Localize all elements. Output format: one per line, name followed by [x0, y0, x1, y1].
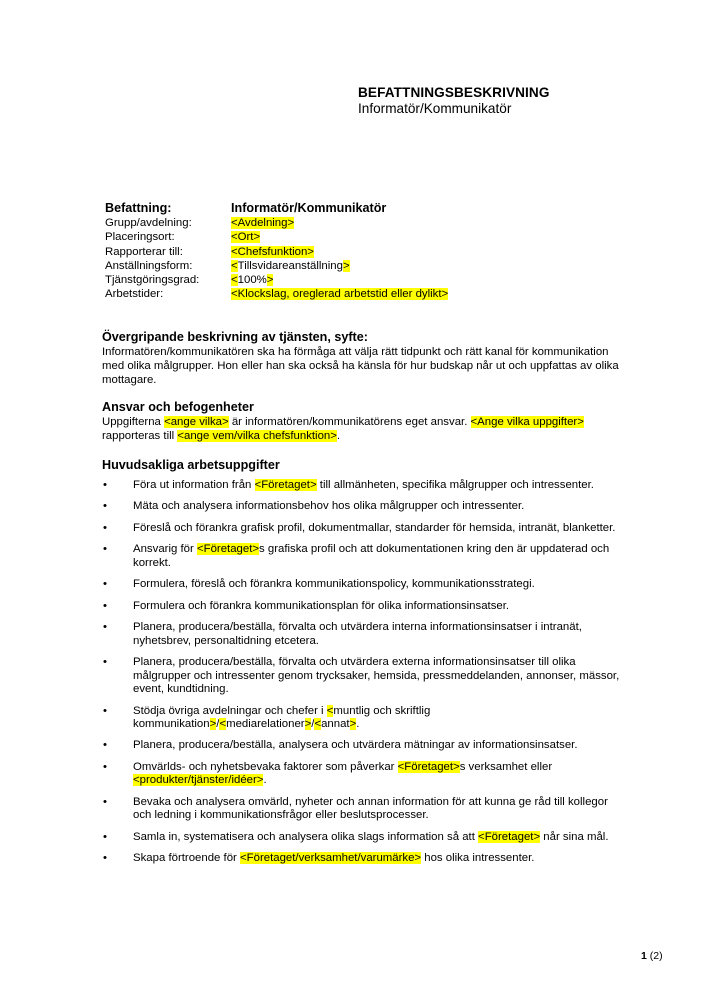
task-text — [133, 796, 608, 822]
info-value — [231, 245, 448, 259]
placeholder-highlight: <Företaget> — [196, 543, 260, 556]
bullet-icon: • — [103, 620, 107, 633]
info-value — [231, 287, 448, 301]
task-item — [102, 852, 622, 866]
placeholder-highlight: < — [326, 704, 334, 717]
text-segment: Bevaka och analysera omvärld, nyheter och annan information för att kunna ge råd till kollegor och ledning i kommunikationsfrågor eller beslutsprocesser. — [133, 795, 608, 822]
text-segment: muntlig och skriftlig kommunikation — [133, 704, 431, 731]
info-value — [231, 273, 448, 287]
text-segment: Uppgifterna — [102, 416, 165, 428]
info-heading-value: Informatör/Kommunikatör — [231, 201, 387, 215]
info-row — [105, 273, 448, 287]
placeholder-highlight: <Klockslag, oreglerad arbetstid eller dylikt> — [231, 288, 449, 301]
task-item — [102, 522, 622, 536]
placeholder-highlight: <Företaget/verksamhet/varumärke> — [240, 852, 422, 865]
bullet-icon: • — [103, 500, 107, 513]
document-header — [358, 85, 550, 117]
text-segment: 100% — [237, 274, 267, 287]
overview-heading: Övergripande beskrivning av tjänsten, syfte: — [102, 330, 368, 344]
info-label: Rapporterar till: — [105, 245, 183, 258]
placeholder-highlight: <Ort> — [231, 231, 261, 244]
bullet-icon: • — [103, 479, 107, 491]
task-text — [133, 656, 619, 695]
text-segment: Föra ut information från — [133, 479, 255, 491]
text-segment: når sina mål. — [540, 830, 609, 843]
task-item — [102, 578, 622, 592]
text-segment: Samla in, systematisera och analysera olika slags information så att — [133, 830, 479, 843]
task-text — [133, 522, 615, 534]
text-segment: s grafiska profil och att dokumentationen kring den är uppdaterad och korrekt. — [133, 543, 610, 569]
document-title: BEFATTNINGSBESKRIVNING — [358, 85, 550, 100]
task-item — [102, 543, 622, 570]
placeholder-highlight: <Företaget> — [397, 760, 460, 773]
text-segment: Skapa förtroende för — [133, 852, 241, 865]
placeholder-highlight: <Ange vilka uppgifter> — [470, 416, 584, 428]
tasks-section — [102, 458, 622, 874]
info-label: Tjänstgöringsgrad: — [105, 274, 200, 287]
task-item — [102, 500, 622, 514]
task-text — [133, 831, 608, 843]
task-text — [133, 852, 534, 864]
text-segment: . — [356, 718, 360, 731]
placeholder-highlight: > — [304, 718, 312, 731]
text-segment: Planera, producera/beställa, analysera och utvärdera mätningar av informationsinsatser. — [133, 739, 578, 752]
text-segment: s verksamhet eller — [459, 760, 553, 773]
text-segment: / — [216, 718, 220, 731]
task-item — [102, 479, 622, 493]
text-segment: mediarelationer — [226, 718, 305, 731]
bullet-icon: • — [103, 760, 107, 773]
info-row — [105, 216, 448, 230]
text-segment: Stödja övriga avdelningar och chefer i — [133, 704, 327, 717]
responsibility-section — [102, 400, 622, 443]
bullet-icon: • — [103, 655, 107, 668]
text-segment: Föreslå och förankra grafisk profil, dokumentmallar, standarder för hemsida, intranät, blanketter. — [133, 521, 616, 534]
info-row — [105, 245, 448, 259]
info-value — [231, 259, 448, 273]
info-label: Arbetstider: — [105, 288, 164, 301]
placeholder-highlight: <ange vem/vilka chefsfunktion> — [177, 430, 337, 443]
text-segment: annat — [321, 718, 350, 731]
text-segment: Planera, producera/beställa, förvalta och utvärdera interna informationsinsatser i intranät, nyhetsbrev, personaltidning etcetera. — [133, 620, 582, 647]
info-value — [231, 230, 448, 244]
text-segment: Mäta och analysera informationsbehov hos olika målgrupper och intressenter. — [133, 500, 525, 513]
task-item — [102, 621, 622, 648]
task-text — [133, 479, 594, 491]
page-current: 1 — [641, 950, 647, 962]
placeholder-highlight: <Chefsfunktion> — [231, 245, 314, 258]
task-text — [133, 500, 524, 512]
task-text — [133, 600, 509, 612]
task-text — [133, 761, 552, 787]
placeholder-highlight: > — [266, 274, 274, 287]
info-heading-label: Befattning: — [105, 201, 172, 215]
text-segment: Omvärlds- och nyhetsbevaka faktorer som påverkar — [133, 760, 398, 773]
info-label: Placeringsort: — [105, 231, 175, 244]
placeholder-highlight: <produkter/tjänster/idéer> — [133, 774, 264, 787]
responsibility-text — [102, 415, 622, 443]
text-segment: rapporteras till — [102, 430, 178, 443]
placeholder-highlight: < — [231, 259, 238, 272]
info-heading-row — [105, 201, 448, 216]
info-label: Grupp/avdelning: — [105, 217, 192, 229]
bullet-icon: • — [103, 521, 107, 534]
text-segment: är informatören/kommunikatörens eget ansvar. — [228, 416, 471, 428]
overview-text: Informatören/kommunikatören ska ha förmåga att välja rätt tidpunkt och rätt kanal för kommunikation med olika målgrupper. Hon eller han ska också ha känsla för hur budskap når ut och uppfattas av olika mottagare. — [102, 346, 619, 387]
placeholder-highlight: < — [231, 274, 238, 287]
bullet-icon: • — [103, 739, 107, 752]
text-segment: Planera, producera/beställa, förvalta och utvärdera externa informationsinsatser till olika målgrupper och intressenter genom trycksaker, hemsida, pressmeddelanden, annonser, mässor, event, kundtidning. — [133, 655, 620, 696]
bullet-icon: • — [103, 578, 107, 591]
page-number — [641, 950, 663, 962]
info-row — [105, 259, 448, 273]
task-item — [102, 739, 622, 753]
text-segment: till allmänheten, specifika målgrupper och intressenter. — [316, 479, 594, 491]
bullet-icon: • — [103, 543, 107, 556]
bullet-icon: • — [103, 704, 107, 717]
text-segment: Ansvarig för — [133, 543, 197, 556]
task-text — [133, 578, 535, 590]
placeholder-highlight: < — [219, 718, 227, 731]
placeholder-highlight: > — [349, 718, 357, 731]
placeholder-highlight: <ange vilka> — [164, 416, 229, 428]
text-segment: Formulera och förankra kommunikationsplan för olika informationsinsatser. — [133, 599, 510, 612]
bullet-icon: • — [103, 795, 107, 808]
task-text — [133, 705, 430, 731]
text-segment: Tillsvidareanställning — [237, 259, 343, 272]
info-row — [105, 287, 448, 301]
task-item — [102, 600, 622, 614]
text-segment: . — [336, 430, 341, 443]
task-item — [102, 761, 622, 788]
bullet-icon: • — [103, 830, 107, 843]
task-text — [133, 739, 577, 751]
placeholder-highlight: <Företaget> — [254, 479, 317, 491]
task-item — [102, 656, 622, 697]
placeholder-highlight: > — [342, 259, 350, 272]
bullet-icon: • — [103, 852, 107, 865]
document-subtitle: Informatör/Kommunikatör — [358, 101, 512, 116]
text-segment: hos olika intressenter. — [421, 852, 535, 865]
placeholder-highlight: <Avdelning> — [231, 217, 295, 229]
responsibility-heading: Ansvar och befogenheter — [102, 400, 254, 414]
task-item — [102, 831, 622, 845]
placeholder-highlight: > — [209, 718, 217, 731]
page-total: (2) — [649, 950, 663, 962]
text-segment: / — [311, 718, 315, 731]
placeholder-highlight: <Företaget> — [478, 830, 541, 843]
info-row — [105, 230, 448, 244]
overview-section — [102, 330, 622, 388]
position-info-table — [105, 201, 448, 302]
task-item — [102, 796, 622, 823]
bullet-icon: • — [103, 599, 107, 612]
info-label: Anställningsform: — [105, 259, 193, 272]
task-text — [133, 543, 609, 569]
text-segment: . — [263, 774, 267, 787]
task-item — [102, 705, 622, 732]
placeholder-highlight: < — [314, 718, 322, 731]
task-text — [133, 621, 582, 647]
tasks-heading: Huvudsakliga arbetsuppgifter — [102, 458, 280, 472]
tasks-list — [102, 479, 622, 866]
text-segment: Formulera, föreslå och förankra kommunikationspolicy, kommunikationsstrategi. — [133, 578, 535, 591]
info-value — [231, 216, 448, 230]
